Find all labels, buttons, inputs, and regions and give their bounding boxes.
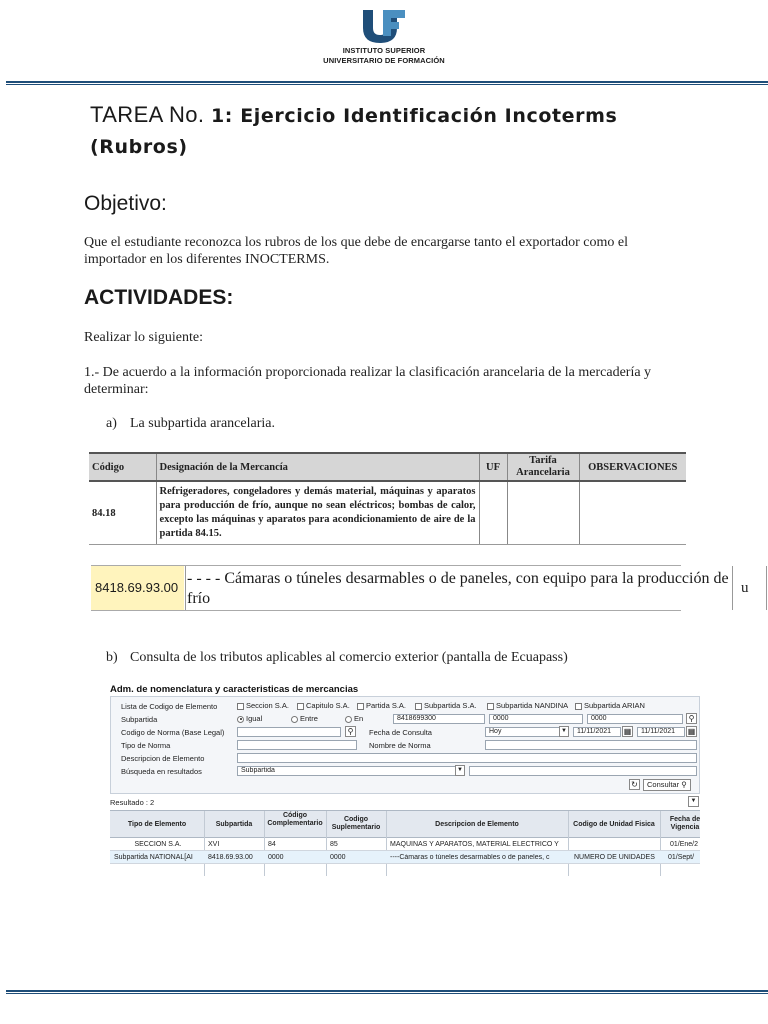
action-row [111,779,700,791]
radio-label: Igual [246,714,263,723]
grid-cell: 8418.69.93.00 [208,854,253,861]
descripcion-input[interactable] [237,753,697,763]
item-a-text: La subpartida arancelaria. [130,416,275,431]
grid-cell: SECCION S.A. [134,841,182,848]
subheading-unit: u [741,580,749,596]
cell-uf [479,481,507,545]
element-list-label: Lista de Codigo de Elemento [121,702,218,711]
suplementario-input[interactable]: 0000 [587,714,683,724]
activities-step1: 1.- De acuerdo a la información proporcionada realizar la clasificación arancelaria de la mercadería y determinar: [84,365,652,397]
divider [732,566,733,610]
checkbox-label: Subpartida NANDINA [496,701,569,710]
busqueda-input[interactable] [469,766,697,776]
objective-heading: Objetivo: [84,192,167,215]
checkbox-nandina[interactable] [487,701,568,710]
item-a-label: a) [106,416,117,431]
grid-cell: 0000 [268,854,284,861]
chevron-down-icon[interactable]: ▼ [559,726,569,737]
busqueda-row [111,765,700,777]
calendar-icon[interactable]: ▦ [623,727,632,736]
tipo-norma-label: Tipo de Norma [121,741,171,750]
subpartida-row [111,713,700,725]
checkbox-capitulo[interactable] [297,701,350,710]
grid-cell: 84 [268,841,276,848]
cell-observaciones [579,481,686,545]
institution-logo [0,8,768,66]
refresh-icon[interactable]: ↻ [629,779,640,790]
subheading-code: 8418.69.93.00 [91,566,184,610]
cell-code: 84.18 [89,481,156,545]
checkbox-seccion[interactable] [237,701,289,710]
radio-label: En [354,714,364,723]
list-item-a [106,416,275,432]
search-panel [110,696,700,794]
descripcion-label: Descripcion de Elemento [121,754,205,763]
objective-text: Que el estudiante reconozca los rubros de los que debe de encargarse tanto el exportador como el importador en los diferentes INOCTERMS. [84,235,628,267]
grid-col-unidad: Codigo de Unidad Fisica [573,821,655,828]
search-icon[interactable]: ⚲ [686,713,697,724]
busqueda-label: Búsqueda en resultados [121,767,202,776]
col-header-uf: UF [479,453,507,481]
checkbox-label: Partida S.A. [366,701,407,710]
fecha-label: Fecha de Consulta [369,728,432,737]
chevron-down-icon[interactable]: ▼ [455,765,465,776]
checkbox-subpartida[interactable] [415,701,477,710]
consultar-label: Consultar [647,780,680,789]
ecuapass-title: Adm. de nomenclatura y caracteristicas de mercancias [110,684,359,695]
item-b-label: b) [106,650,118,665]
norma-label: Codigo de Norma (Base Legal) [121,728,225,737]
element-list-row [111,700,700,712]
subpartida-label: Subpartida [121,715,158,724]
subheading-description: - - - - Cámaras o túneles desarmables o de paneles, con equipo para la producción de frío [187,570,729,607]
search-icon[interactable]: ⚲ [345,726,356,737]
col-header-tarifa: Tarifa Arancelaria [507,453,579,481]
grid-cell: ----Cámaras o túneles desarmables o de paneles, c [390,854,550,861]
activities-intro: Realizar lo siguiente: [84,330,203,345]
grid-col-vigencia: Fecha de Vigencia [669,816,700,831]
nombre-norma-input[interactable] [485,740,697,750]
activities-heading: ACTIVIDADES: [84,286,234,309]
grid-cell: 01/Ene/2 [670,841,699,848]
list-item-b [106,650,568,666]
checkbox-label: Subpartida ARIAN [584,701,645,710]
radio-igual[interactable] [237,714,262,723]
radio-en[interactable] [345,714,363,723]
checkbox-label: Capitulo S.A. [306,701,350,710]
title-rest: : Ejercicio Identificación Incoterms [224,105,618,127]
norma-row [111,726,700,738]
radio-icon[interactable] [291,716,298,723]
title-line2: (Rubros) [90,136,188,158]
checkbox-icon[interactable] [487,703,494,710]
result-count: Resultado : 2 [110,798,155,807]
checkbox-icon[interactable] [297,703,304,710]
radio-label: Entre [300,714,318,723]
descripcion-row [111,752,700,764]
calendar-icon[interactable]: ▦ [687,727,696,736]
consultar-button[interactable] [643,779,691,791]
tariff-table [89,452,686,545]
divider [185,566,186,610]
grid-col-complementario: Código Complementario [267,812,323,827]
checkbox-icon[interactable] [415,703,422,710]
fecha-hasta-input[interactable]: 11/11/2021 [637,727,685,737]
chevron-down-icon[interactable]: ▼ [688,796,699,807]
institution-name-line2: UNIVERSITARIO DE FORMACIÓN [323,56,445,65]
subpartida-input[interactable]: 8418699300 [393,714,485,724]
col-header-designacion: Designación de la Mercancía [156,453,479,481]
tipo-norma-row [111,739,700,751]
grid-col-descripcion: Descripcion de Elemento [435,821,519,828]
grid-header [110,811,700,838]
table-row[interactable] [110,851,700,864]
checkbox-label: Subpartida S.A. [424,701,477,710]
item-b-text: Consulta de los tributos aplicables al comercio exterior (pantalla de Ecuapass) [130,650,568,665]
grid-cell: 0000 [330,854,346,861]
cell-tarifa [507,481,579,545]
results-grid [110,810,700,876]
nombre-norma-label: Nombre de Norma [369,741,431,750]
grid-cell: 85 [330,841,338,848]
footer-divider [6,990,768,994]
ecuapass-screen [110,680,700,876]
fecha-desde-input[interactable]: 11/11/2021 [573,727,621,737]
page-title [90,100,690,162]
title-prefix: TAREA No. [90,102,211,127]
grid-cell: MAQUINAS Y APARATOS, MATERIAL ELECTRICO Y [390,841,559,848]
radio-icon[interactable] [237,716,244,723]
checkbox-label: Seccion S.A. [246,701,289,710]
complementario-input[interactable]: 0000 [489,714,583,724]
grid-cell: NUMERO DE UNIDADES [574,854,655,861]
col-header-codigo: Código [89,453,156,481]
grid-cell: XVI [208,841,220,848]
cell-description: Refrigeradores, congeladores y demás material, máquinas y aparatos para producción de frío, aunque no sean eléctricos; bombas de calor, excepto las máquinas y aparatos para acondicionamiento de aire de la partida 84.15. [156,481,479,545]
radio-entre[interactable] [291,714,318,723]
institution-name-line1: INSTITUTO SUPERIOR [342,46,426,55]
table-row[interactable] [110,838,700,851]
radio-icon[interactable] [345,716,352,723]
uf-logo-icon [361,8,407,44]
checkbox-icon[interactable] [357,703,364,710]
search-icon: ⚲ [681,780,687,789]
subheading-row [91,565,749,611]
busqueda-select[interactable]: Subpartida [237,766,465,776]
table-row [89,481,686,545]
divider [766,566,767,610]
checkbox-icon[interactable] [575,703,582,710]
col-header-observaciones: OBSERVACIONES [579,453,686,481]
header-divider [6,81,768,85]
grid-col-subpartida: Subpartida [215,821,253,828]
fecha-select[interactable]: Hoy [485,727,569,737]
grid-cell: Subpartida NATIONAL[AI [114,854,193,861]
grid-col-suplementario: Codigo Suplementario [331,816,381,831]
checkbox-arian[interactable] [575,701,645,710]
checkbox-icon[interactable] [237,703,244,710]
checkbox-partida[interactable] [357,701,406,710]
grid-cell: 01/Sept/ [668,854,695,861]
tipo-norma-input[interactable] [237,740,357,750]
norma-input[interactable] [237,727,341,737]
grid-col-tipo: Tipo de Elemento [127,821,187,828]
title-number: 1 [210,105,225,127]
